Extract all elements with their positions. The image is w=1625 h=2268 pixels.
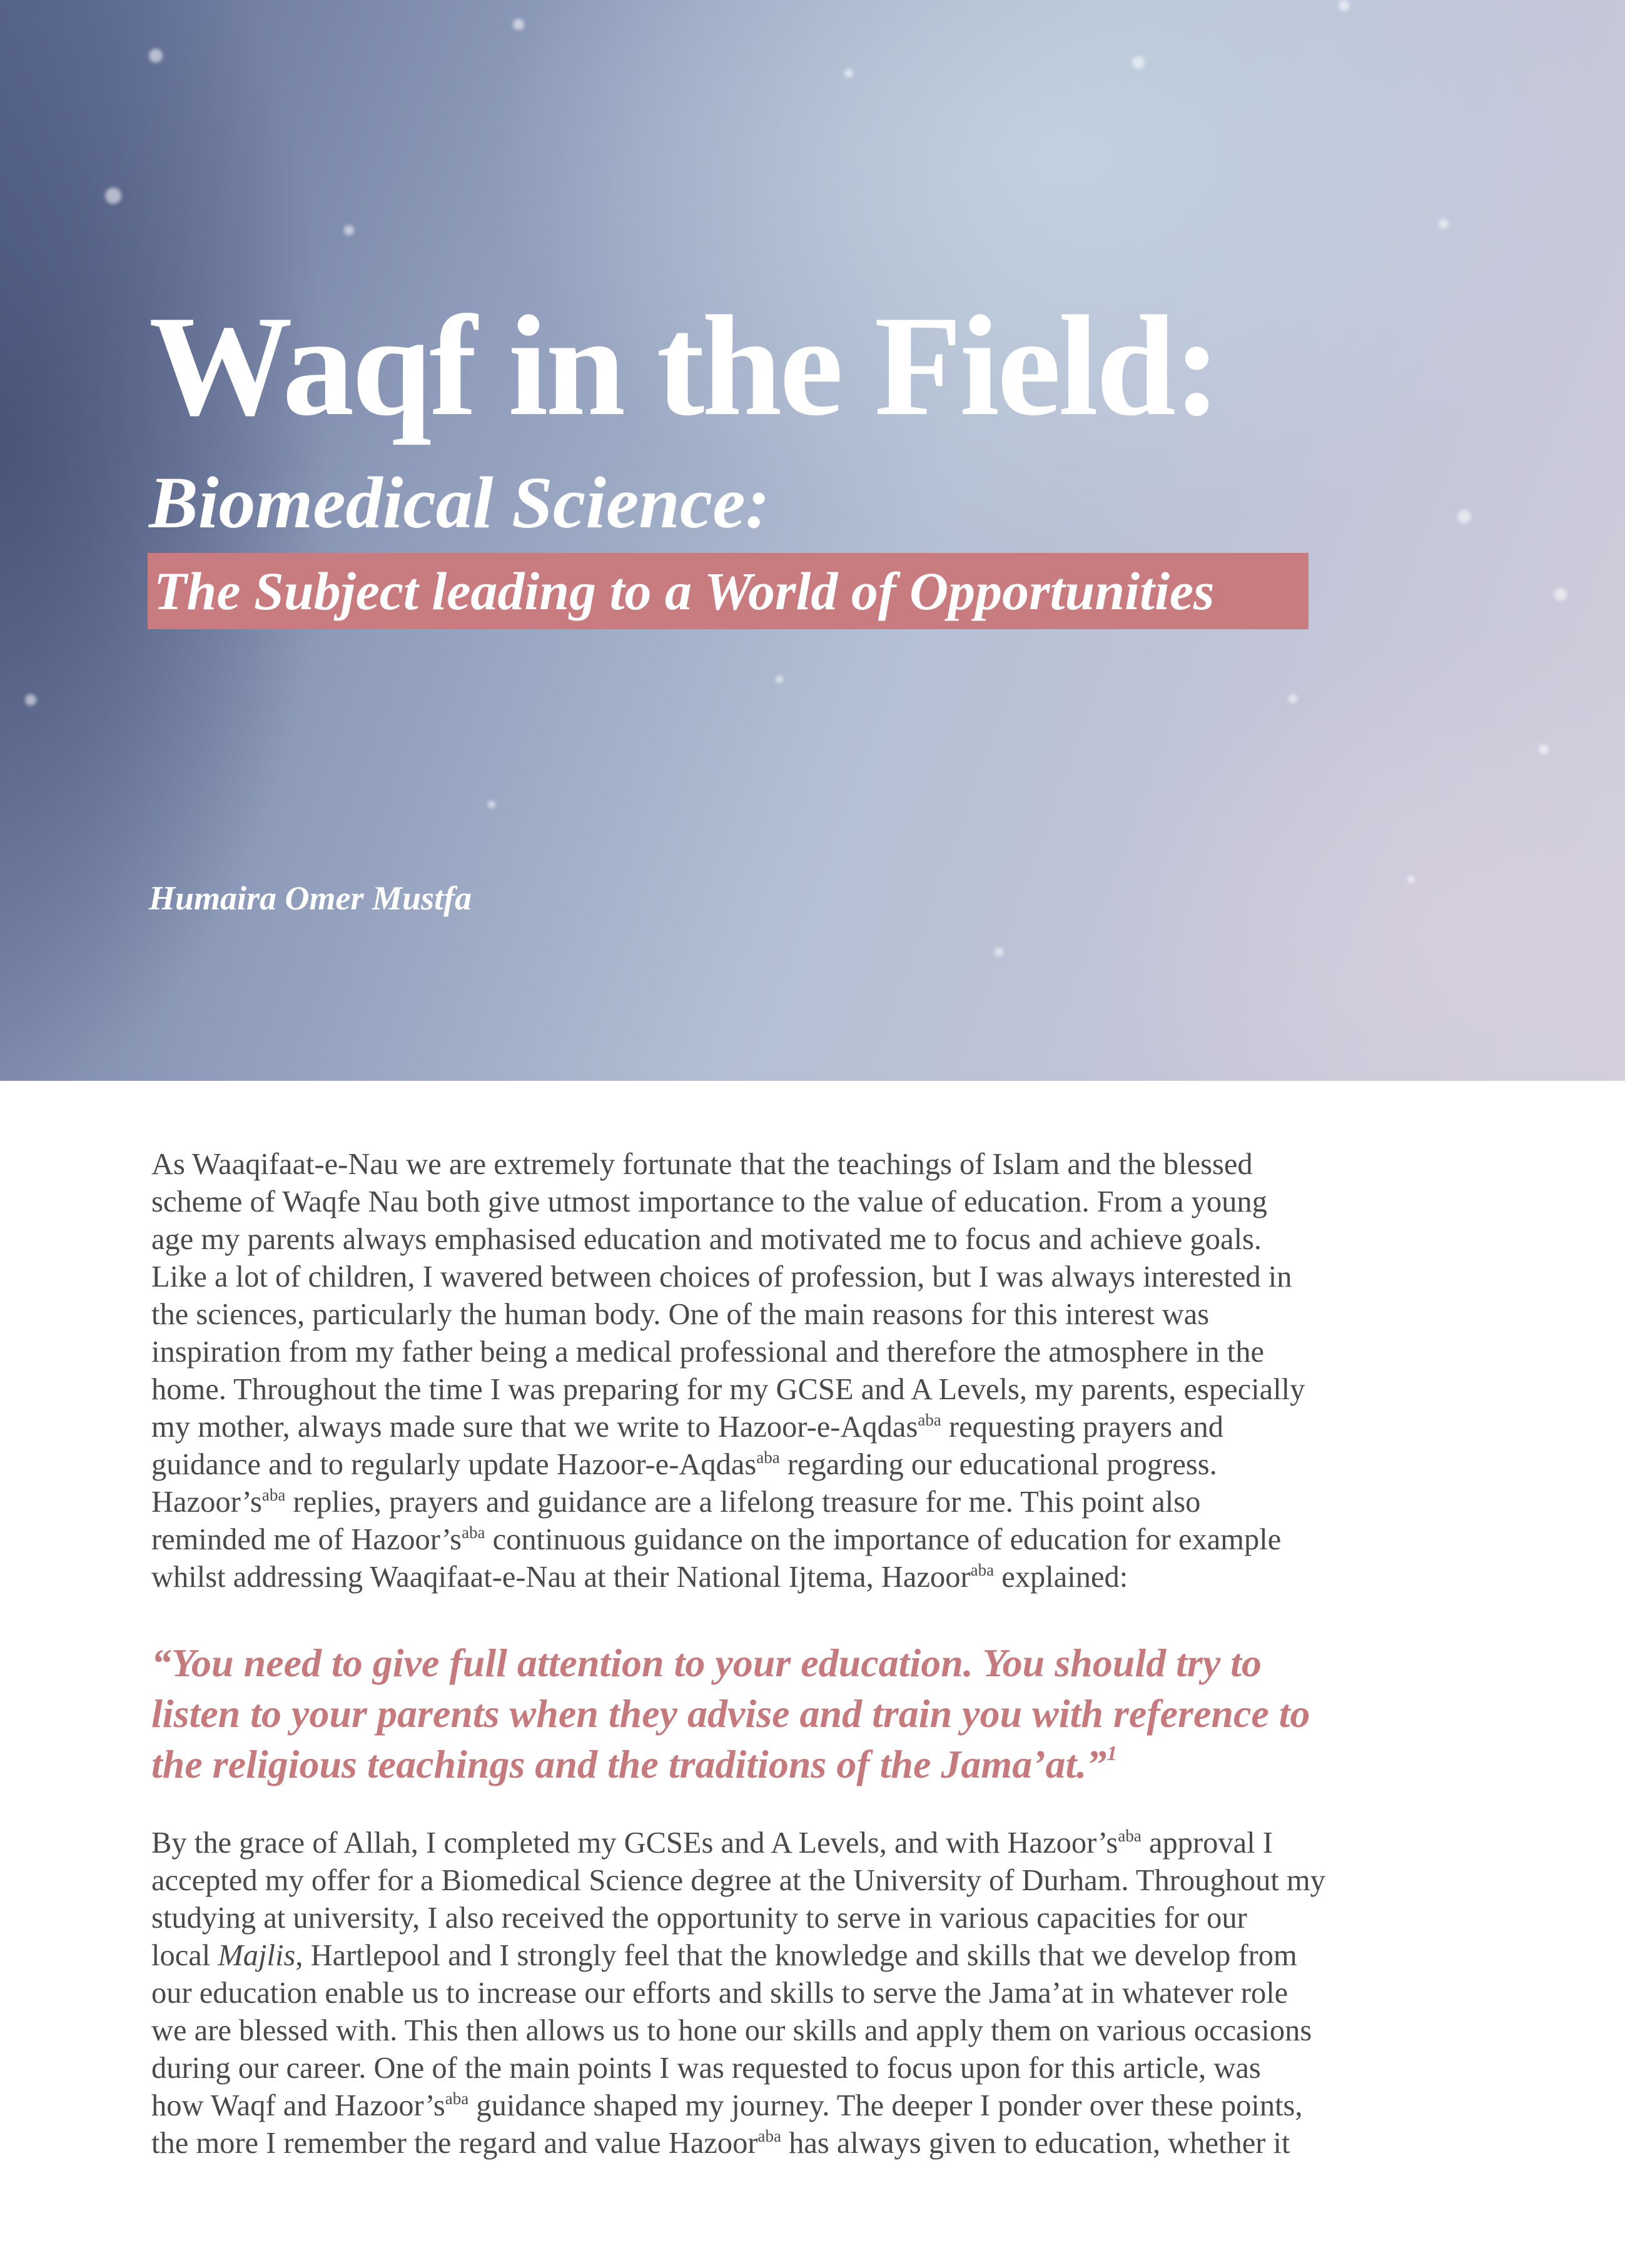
honorific-superscript: aba xyxy=(757,2127,781,2145)
paragraph-intro xyxy=(151,1146,1490,1596)
text-line xyxy=(151,1937,1490,1975)
bokeh-particle xyxy=(995,948,1003,956)
bokeh-particle xyxy=(1457,510,1471,524)
bokeh-particle xyxy=(149,49,163,63)
bokeh-particle xyxy=(1439,219,1449,229)
text-line: scheme of Waqfe Nau both give utmost importance to the value of education. From a young xyxy=(151,1185,1267,1218)
text-segment: guidance shaped my journey. The deeper I ponder over these points, xyxy=(468,2089,1303,2122)
text-line: home. Throughout the time I was preparing for my GCSE and A Levels, my parents, especially xyxy=(151,1373,1305,1406)
bokeh-particle xyxy=(844,69,853,78)
honorific-superscript: aba xyxy=(462,1523,485,1542)
text-line xyxy=(151,1409,1490,1446)
footnote-marker: 1 xyxy=(1106,1742,1118,1765)
text-segment: requesting prayers and xyxy=(941,1410,1223,1444)
bokeh-particle xyxy=(1407,876,1415,883)
text-segment: regarding our educational progress. xyxy=(779,1448,1217,1481)
text-segment: , Hartlepool and I strongly feel that the knowledge and skills that we develop from xyxy=(295,1939,1297,1972)
text-segment: local xyxy=(151,1939,218,1972)
text-line xyxy=(151,1559,1490,1596)
text-segment: Hazoor’s xyxy=(151,1486,262,1519)
text-segment: By the grace of Allah, I completed my GCSEs and A Levels, and with Hazoor’s xyxy=(151,1826,1118,1860)
text-segment: my mother, always made sure that we write to Hazoor-e-Aqdas xyxy=(151,1410,918,1444)
text-line: during our career. One of the main points I was requested to focus upon for this article, was xyxy=(151,2052,1261,2085)
pull-quote xyxy=(151,1638,1490,1790)
quote-line xyxy=(151,1739,1490,1790)
text-line: inspiration from my father being a medical professional and therefore the atmosphere in the xyxy=(151,1335,1265,1369)
quote-line: listen to your parents when they advise and train you with reference to xyxy=(151,1691,1310,1736)
text-segment: reminded me of Hazoor’s xyxy=(151,1523,462,1556)
text-segment: whilst addressing Waaqifaat-e-Nau at their National Ijtema, Hazoor xyxy=(151,1561,971,1594)
text-segment: continuous guidance on the importance of education for example xyxy=(485,1523,1282,1556)
text-line: Like a lot of children, I wavered between choices of profession, but I was always interested in xyxy=(151,1260,1292,1293)
text-line xyxy=(151,2125,1490,2162)
text-line: the sciences, particularly the human body. One of the main reasons for this interest was xyxy=(151,1298,1210,1331)
text-segment: the more I remember the regard and value Hazoor xyxy=(151,2127,758,2160)
bokeh-particle xyxy=(1554,588,1567,600)
bokeh-particle xyxy=(105,188,121,204)
text-line: we are blessed with. This then allows us to hone our skills and apply them on various occasions xyxy=(151,2014,1312,2047)
author-name: Humaira Omer Mustfa xyxy=(149,879,472,917)
text-segment: replies, prayers and guidance are a lifelong treasure for me. This point also xyxy=(285,1486,1201,1519)
bokeh-particle xyxy=(1132,56,1145,69)
italic-term: Majlis xyxy=(218,1939,296,1972)
bokeh-particle xyxy=(776,676,783,683)
text-segment: has always given to education, whether it xyxy=(781,2127,1290,2160)
text-segment: how Waqf and Hazoor’s xyxy=(151,2089,445,2122)
text-line: As Waaqifaat-e-Nau we are extremely fortunate that the teachings of Islam and the blessed xyxy=(151,1148,1253,1181)
text-line: our education enable us to increase our efforts and skills to serve the Jama’at in whatever role xyxy=(151,1977,1288,2010)
text-line: studying at university, I also received the opportunity to serve in various capacities for our xyxy=(151,1901,1247,1935)
honorific-superscript: aba xyxy=(1118,1826,1142,1845)
page-title: Waqf in the Field: xyxy=(149,286,1219,445)
bokeh-particle xyxy=(344,225,354,235)
paragraph-university xyxy=(151,1825,1490,2162)
honorific-superscript: aba xyxy=(261,1486,286,1504)
honorific-superscript: aba xyxy=(445,2089,469,2108)
text-line xyxy=(151,1446,1490,1484)
text-segment: explained: xyxy=(994,1561,1128,1594)
honorific-superscript: aba xyxy=(918,1410,941,1429)
honorific-superscript: aba xyxy=(756,1448,780,1467)
text-line: accepted my offer for a Biomedical Science degree at the University of Durham. Throughout my xyxy=(151,1864,1325,1897)
text-line: age my parents always emphasised education and motivated me to focus and achieve goals. xyxy=(151,1223,1262,1256)
bokeh-particle xyxy=(513,19,524,30)
tagline-banner: The Subject leading to a World of Opportunities xyxy=(148,553,1309,629)
bokeh-particle xyxy=(25,694,36,706)
text-line xyxy=(151,2087,1490,2125)
page-subtitle: Biomedical Science: xyxy=(149,462,770,544)
honorific-superscript: aba xyxy=(970,1561,995,1579)
bokeh-particle xyxy=(1288,694,1297,703)
text-segment: guidance and to regularly update Hazoor-e-Aqdas xyxy=(151,1448,757,1481)
header-banner xyxy=(0,0,1625,1081)
text-segment: approval I xyxy=(1141,1826,1273,1860)
text-line xyxy=(151,1825,1490,1862)
quote-line: “You need to give full attention to your education. You should try to xyxy=(151,1641,1262,1685)
text-line xyxy=(151,1484,1490,1521)
text-line xyxy=(151,1521,1490,1559)
bokeh-particle xyxy=(488,801,495,808)
quote-segment: the religious teachings and the traditions of the Jama’at.” xyxy=(151,1742,1107,1786)
bokeh-particle xyxy=(1539,744,1549,754)
bokeh-particle xyxy=(1339,0,1350,11)
